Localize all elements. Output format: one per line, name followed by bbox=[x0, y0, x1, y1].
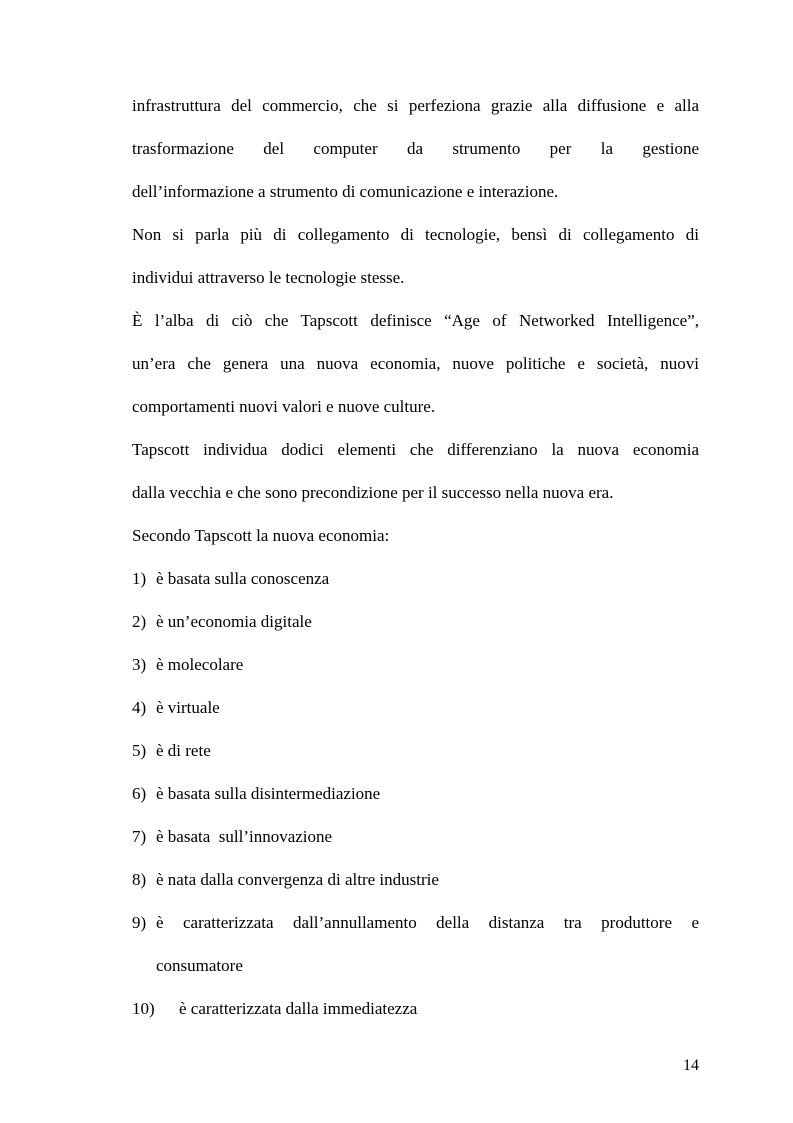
list-item-number: 6) bbox=[132, 784, 147, 803]
list-item-text: è caratterizzata dalla immediatezza bbox=[179, 999, 418, 1018]
text-line: Tapscott individua dodici elementi che differenziano la nuova economia bbox=[132, 440, 699, 459]
list-item-number: 9) bbox=[132, 913, 147, 932]
list-item-text: è molecolare bbox=[156, 655, 244, 674]
list-item-text: è caratterizzata dall’annullamento della distanza tra produttore e bbox=[156, 913, 699, 932]
text-line: dalla vecchia e che sono precondizione per il successo nella nuova era. bbox=[132, 483, 614, 502]
list-item-text: consumatore bbox=[156, 956, 243, 975]
list-item-number: 3) bbox=[132, 655, 147, 674]
list-item-text: è basata sull’innovazione bbox=[156, 827, 333, 846]
list-item-number: 10) bbox=[132, 999, 155, 1018]
text-line: un’era che genera una nuova economia, nuove politiche e società, nuovi bbox=[132, 354, 699, 373]
list-item-number: 1) bbox=[132, 569, 147, 588]
list-item-text: è virtuale bbox=[156, 698, 220, 717]
text-line: individui attraverso le tecnologie stesse. bbox=[132, 268, 405, 287]
list-item-text: è un’economia digitale bbox=[156, 612, 312, 631]
list-intro: Secondo Tapscott la nuova economia: bbox=[132, 526, 390, 545]
text-line: infrastruttura del commercio, che si perfeziona grazie alla diffusione e alla bbox=[132, 96, 699, 115]
list-item-number: 4) bbox=[132, 698, 147, 717]
text-line: È l’alba di ciò che Tapscott definisce “Age of Networked Intelligence”, bbox=[132, 311, 699, 330]
list-item-number: 8) bbox=[132, 870, 147, 889]
list-item-number: 7) bbox=[132, 827, 147, 846]
text-line: comportamenti nuovi valori e nuove culture. bbox=[132, 397, 436, 416]
text-line: dell’informazione a strumento di comunicazione e interazione. bbox=[132, 182, 559, 201]
list-item-text: è di rete bbox=[156, 741, 211, 760]
list-item-text: è basata sulla disintermediazione bbox=[156, 784, 381, 803]
text-line: trasformazione del computer da strumento per la gestione bbox=[132, 139, 699, 158]
list-item-number: 2) bbox=[132, 612, 147, 631]
page-number: 14 bbox=[683, 1057, 699, 1074]
text-line: Non si parla più di collegamento di tecnologie, bensì di collegamento di bbox=[132, 225, 699, 244]
list-item-number: 5) bbox=[132, 741, 147, 760]
list-item-text: è basata sulla conoscenza bbox=[156, 569, 330, 588]
list-item-text: è nata dalla convergenza di altre industrie bbox=[156, 870, 439, 889]
